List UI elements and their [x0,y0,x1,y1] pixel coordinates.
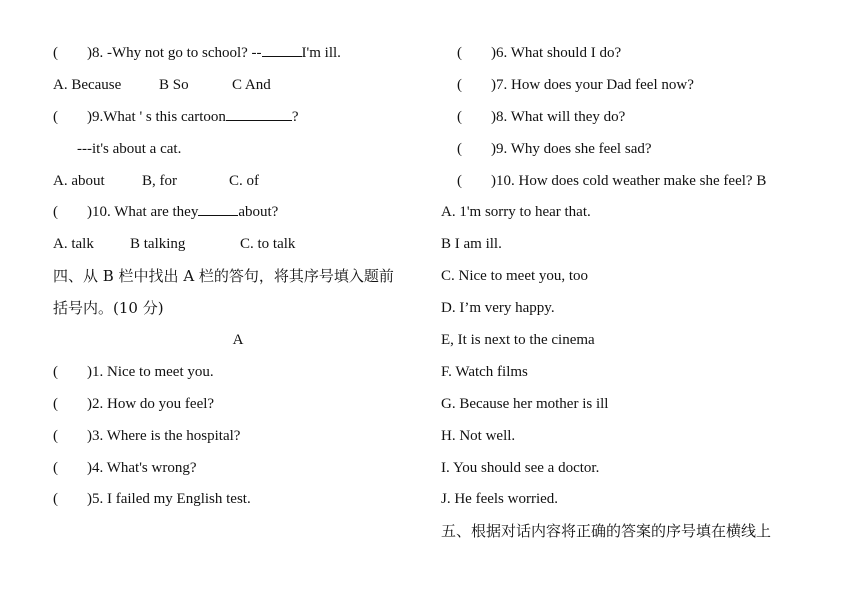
match-item-3: ( )3. Where is the hospital? [53,421,423,453]
match-item-1: ( )1. Nice to meet you. [53,357,423,389]
match-item-7: ( )7. How does your Dad feel now? [441,70,841,102]
answer-option-e: E, It is next to the cinema [441,332,595,349]
match-item-5: ( )5. I failed my English test. [53,484,423,516]
question-8-options: A. Because B So C And [53,76,271,93]
answer-bracket[interactable]: ( [53,108,58,125]
column-a-heading: A [232,332,244,349]
question-10-options: A. talk B talking C. to talk [53,236,296,253]
match-item-6: ( )6. What should I do? [441,38,841,70]
match-item-2: ( )2. How do you feel? [53,389,423,421]
answer-bracket[interactable]: ( [53,45,58,61]
match-item-10: ( )10. How does cold weather make she feel? B [441,166,841,198]
answer-option-i: I. You should see a doctor. [441,459,600,476]
answer-bracket[interactable]: ( [53,204,58,221]
answer-option-a: A. 1'm sorry to hear that. [441,204,591,221]
answer-bracket[interactable]: ( [457,45,462,61]
answer-bracket[interactable]: ( [457,172,462,189]
answer-bracket[interactable]: ( [53,363,58,380]
answer-option-d: D. I’m very happy. [441,300,555,317]
match-item-4: ( )4. What's wrong? [53,453,423,485]
left-column [53,38,423,516]
question-10: ( )10. What are they about? [53,197,423,229]
section-4-heading-cont: 括号内。(10 分) [53,299,164,318]
answer-bracket[interactable]: ( [53,427,58,444]
answer-bracket[interactable]: ( [457,76,462,93]
section-5-heading: 五、根据对话内容将正确的答案的序号填在横线上 [441,522,772,541]
answer-option-j: J. He feels worried. [441,491,559,508]
answer-bracket[interactable]: ( [457,140,462,157]
answer-bracket[interactable]: ( [53,491,58,508]
section-4-heading: 四、从 B 栏中找出 A 栏的答句，将其序号填入题前 [53,267,394,286]
fill-blank[interactable] [198,201,238,216]
answer-bracket[interactable]: ( [457,108,462,125]
answer-option-g: G. Because her mother is ill [441,395,609,412]
answer-bracket[interactable]: ( [53,459,58,476]
match-item-8: ( )8. What will they do? [441,102,841,134]
answer-option-b: B I am ill. [441,236,502,253]
question-9: ( )9.What ' s this cartoon ? [53,102,423,134]
fill-blank[interactable] [226,106,292,121]
question-8: ( )8. -Why not go to school? -- I'm ill. [53,38,423,70]
match-item-9: ( )9. Why does she feel sad? [441,134,841,166]
answer-bracket[interactable]: ( [53,395,58,412]
fill-blank[interactable] [262,42,302,57]
answer-option-c: C. Nice to meet you, too [441,268,589,285]
question-9-answer: ---it's about a cat. [77,140,182,157]
answer-option-h: H. Not well. [441,427,516,444]
right-column [441,38,841,548]
question-9-options: A. about B, for C. of [53,172,259,189]
answer-option-f: F. Watch films [441,363,528,380]
